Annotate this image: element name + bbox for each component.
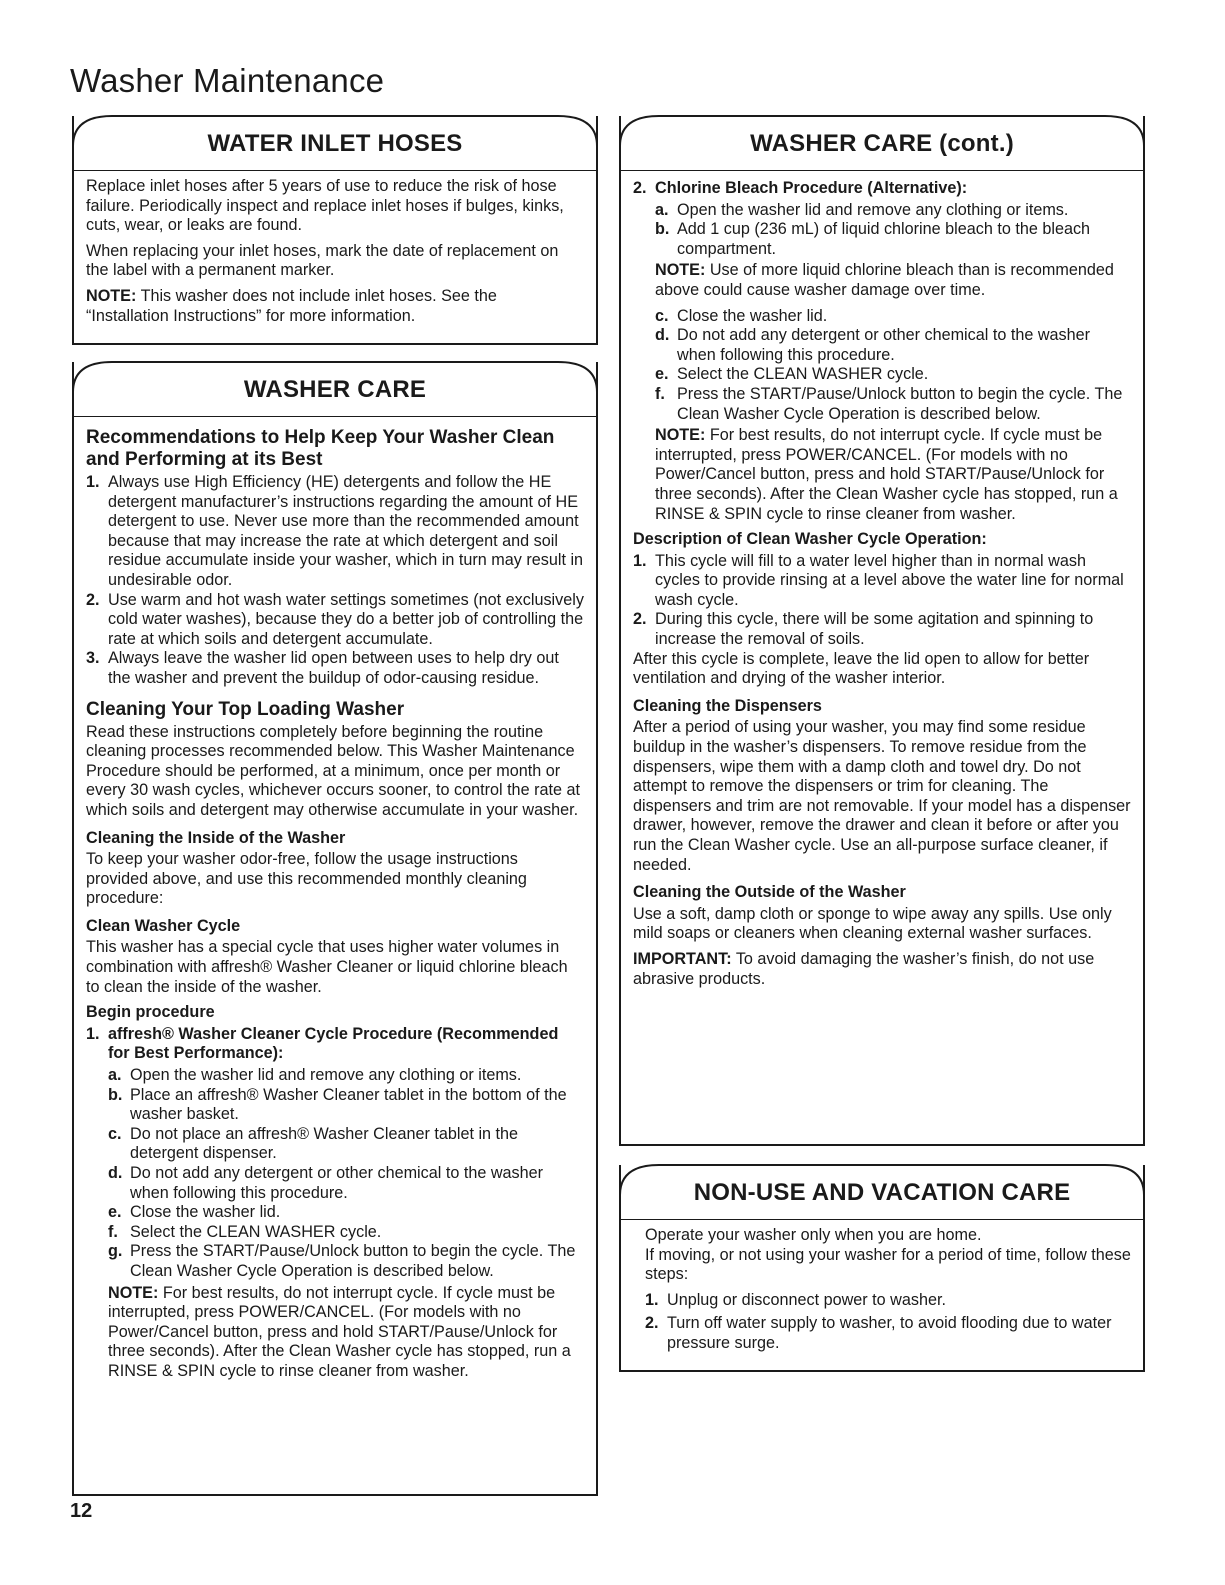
note-text: This washer does not include inlet hoses. See the “Installation Instructions” for more information. xyxy=(86,286,497,325)
note xyxy=(655,426,1131,524)
note-label: NOTE: xyxy=(108,1283,159,1302)
description-list xyxy=(633,552,1131,650)
paragraph: After this cycle is complete, leave the lid open to allow for better ventilation and drying of the washer interior. xyxy=(633,649,1090,688)
procedure-steps xyxy=(633,307,1131,425)
note xyxy=(108,1284,584,1382)
procedure-title: 1. affresh® Washer Cleaner Cycle Procedure (Recommended for Best Performance): xyxy=(86,1024,559,1063)
panel-body xyxy=(74,171,596,340)
list-item: 1. Unplug or disconnect power to washer. xyxy=(645,1290,946,1309)
note-text: Use of more liquid chlorine bleach than is recommended above could cause washer damage over time. xyxy=(655,261,1114,299)
important-note xyxy=(633,950,1131,989)
note xyxy=(655,261,1131,300)
list-item: 2. During this cycle, there will be some agitation and spinning to increase the removal of soils. xyxy=(633,610,1094,649)
important-label: IMPORTANT: xyxy=(633,949,732,968)
panel-header xyxy=(621,116,1143,171)
note xyxy=(86,287,584,326)
subsection-heading: Cleaning the Outside of the Washer xyxy=(633,883,906,902)
panel-header xyxy=(74,362,596,417)
subsection-heading: Clean Washer Cycle xyxy=(86,916,241,935)
important-text: To avoid damaging the washer’s finish, do not use abrasive products. xyxy=(633,949,1095,988)
paragraph: Operate your washer only when you are home. xyxy=(645,1226,982,1244)
list-item: g. Press the START/Pause/Unlock button to begin the cycle. The Clean Washer Cycle Operation is described below. xyxy=(108,1242,576,1280)
panel-body xyxy=(621,1220,1143,1362)
recommendation-list xyxy=(86,473,584,689)
list-item: 2. Turn off water supply to washer, to avoid flooding due to water pressure surge. xyxy=(645,1314,1112,1352)
list-item: f. Press the START/Pause/Unlock button to begin the cycle. The Clean Washer Cycle Operation is described below. xyxy=(655,384,1123,423)
list-item: 1. This cycle will fill to a water level higher than in normal wash cycles to provide rinsing at a level above the water line for normal wash cycle. xyxy=(633,551,1124,609)
page-number: 12 xyxy=(70,1500,93,1522)
panel-title: WASHER CARE (cont.) xyxy=(750,130,1014,157)
procedure-steps xyxy=(633,201,1131,260)
list-item: 3. Always leave the washer lid open between uses to help dry out the washer and prevent the buildup of odor-causing residue. xyxy=(86,649,559,687)
section-heading: Recommendations to Help Keep Your Washer Clean and Performing at its Best xyxy=(86,427,555,470)
note-label: NOTE: xyxy=(655,261,706,280)
list-item: a. Open the washer lid and remove any clothing or items. xyxy=(108,1066,522,1085)
list-item: d. Do not add any detergent or other chemical to the washer when following this procedure. xyxy=(108,1164,544,1202)
paragraph: Read these instructions completely before beginning the routine cleaning processes recommended below. This Washer Maintenance Procedure should be performed, at a minimum, once per month or every 30 wash cycles, whichever occurs sooner, to control the rate at which soils and detergent may otherwise accumulate in your washer. xyxy=(86,722,580,819)
panel-body xyxy=(621,171,1143,1003)
paragraph: Use a soft, damp cloth or sponge to wipe away any spills. Use only mild soaps or cleaners when cleaning external washer surfaces. xyxy=(633,904,1112,943)
washer-care-panel xyxy=(72,362,598,1496)
panel-title: NON-USE AND VACATION CARE xyxy=(693,1179,1071,1206)
panel-body xyxy=(74,417,596,1396)
list-item: b. Add 1 cup (236 mL) of liquid chlorine bleach to the bleach compartment. xyxy=(655,220,1091,258)
procedure-steps xyxy=(86,1066,584,1282)
page-title: Washer Maintenance xyxy=(70,62,385,99)
subsection-heading: Cleaning the Dispensers xyxy=(633,696,822,715)
paragraph: When replacing your inlet hoses, mark the date of replacement on the label with a permanent marker. xyxy=(86,241,559,280)
list-item: c. Do not place an affresh® Washer Cleaner tablet in the detergent dispenser. xyxy=(108,1124,519,1163)
note-label: NOTE: xyxy=(86,286,137,305)
list-item: f. Select the CLEAN WASHER cycle. xyxy=(108,1222,382,1241)
non-use-vacation-panel xyxy=(619,1165,1145,1372)
note-text: For best results, do not interrupt cycle. If cycle must be interrupted, press POWER/CANCEL. (For models with no Power/Cancel button, press and hold START/Pause/Unlock for three seconds). After the Clean Washer cycle has stopped, run a RINSE & SPIN cycle to rinse cleaner from washer. xyxy=(108,1283,571,1380)
panel-title: WASHER CARE xyxy=(243,376,427,403)
paragraph: Replace inlet hoses after 5 years of use to reduce the risk of hose failure. Periodically inspect and replace inlet hoses if bulges, kinks, cuts, wear, or leaks are found. xyxy=(86,177,564,235)
list-item: 1. Always use High Efficiency (HE) detergents and follow the HE detergent manufacturer’s instructions regarding the amount of HE detergent to use. Never use more than the recommended amount because that may increase the rate at which detergent and soil residue accumulate inside your washer, which in turn may result in undesirable odor. xyxy=(86,473,584,589)
note-text: For best results, do not interrupt cycle. If cycle must be interrupted, press POWER/CANCEL. (For models with no Power/Cancel button, press and hold START/Pause/Unlock for three seconds). After the Clean Washer cycle has stopped, run a RINSE & SPIN cycle to rinse cleaner from washer. xyxy=(655,426,1118,523)
list-item: 2. Use warm and hot wash water settings sometimes (not exclusively cold water washes), because they do a better job of controlling the rate at which soils and detergent accumulate. xyxy=(86,590,584,648)
washer-care-cont-panel xyxy=(619,116,1145,1146)
list-item: a. Open the washer lid and remove any clothing or items. xyxy=(655,200,1069,219)
section-heading: Cleaning Your Top Loading Washer xyxy=(86,698,405,720)
paragraph: This washer has a special cycle that uses higher water volumes in combination with affresh® Washer Cleaner or liquid chlorine bleach to clean the inside of the washer. xyxy=(86,938,568,996)
list-item: c. Close the washer lid. xyxy=(655,306,828,325)
paragraph: After a period of using your washer, you may find some residue buildup in the washer’s dispensers. To remove residue from the dispensers, wipe them with a damp cloth and towel dry. Do not attempt to remove the dispensers or trim for cleaning. The dispensers and trim are not removable. If your model has a dispenser drawer, however, remove the drawer and clean it before or after you run the Clean Washer cycle. Use an all-purpose surface cleaner, if needed. xyxy=(633,718,1131,874)
panel-title: WATER INLET HOSES xyxy=(207,130,463,157)
panel-header xyxy=(74,116,596,171)
subsection-heading: Begin procedure xyxy=(86,1003,215,1022)
subsection-heading: Cleaning the Inside of the Washer xyxy=(86,828,346,847)
note-label: NOTE: xyxy=(655,426,706,445)
subsection-heading: Description of Clean Washer Cycle Operation: xyxy=(633,530,987,549)
list-item: e. Select the CLEAN WASHER cycle. xyxy=(655,365,929,384)
panel-header xyxy=(621,1165,1143,1220)
list-item: e. Close the washer lid. xyxy=(108,1203,281,1222)
list-item: d. Do not add any detergent or other chemical to the washer when following this procedure. xyxy=(655,326,1091,364)
paragraph: To keep your washer odor-free, follow the usage instructions provided above, and use this recommended monthly cleaning procedure: xyxy=(86,850,527,908)
water-inlet-hoses-panel xyxy=(72,116,598,345)
list-item: b. Place an affresh® Washer Cleaner tablet in the bottom of the washer basket. xyxy=(108,1085,567,1124)
procedure-title: 2. Chlorine Bleach Procedure (Alternative): xyxy=(633,179,968,197)
paragraph: If moving, or not using your washer for a period of time, follow these steps: xyxy=(645,1245,1131,1284)
